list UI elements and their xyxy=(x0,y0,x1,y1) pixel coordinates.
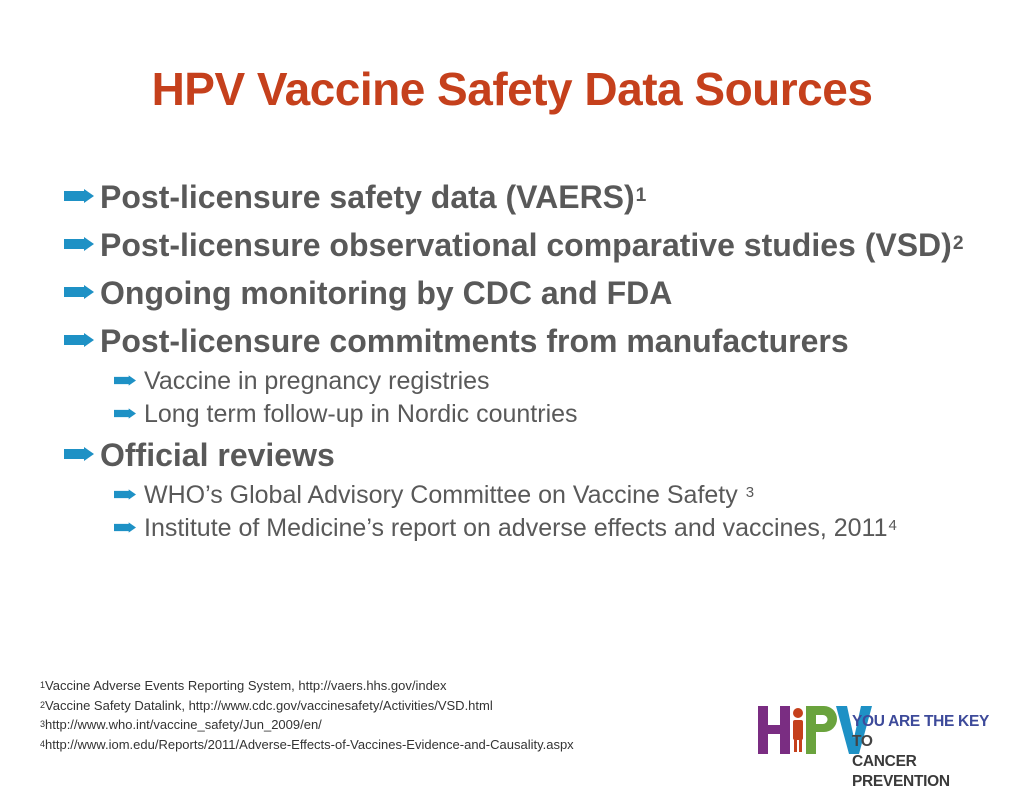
footnote-text: http://www.who.int/vaccine_safety/Jun_2009/en/ xyxy=(45,717,322,732)
footnote-number: 3 xyxy=(40,719,46,729)
sub-bullet-arrow-icon xyxy=(114,408,136,419)
bullet-text: Post-licensure safety data (VAERS) xyxy=(100,179,635,215)
footnote-number: 1 xyxy=(40,680,46,690)
bullet-item xyxy=(64,228,964,263)
bullet-item xyxy=(64,180,964,215)
bullet-text: Ongoing monitoring by CDC and FDA xyxy=(100,275,673,311)
bullet-text: Post-licensure observational comparative studies (VSD) xyxy=(100,227,952,263)
bullet-item xyxy=(64,324,964,359)
footnote xyxy=(40,696,720,716)
sub-bullet-superscript: 4 xyxy=(888,517,897,534)
bullet-text: Official reviews xyxy=(100,437,335,473)
sub-bullet-text: Institute of Medicine’s report on adverse effects and vaccines, 2011 xyxy=(144,514,888,542)
bullet-text: Post-licensure commitments from manufacturers xyxy=(100,323,849,359)
sub-bullet-arrow-icon xyxy=(114,375,136,386)
logo-tagline xyxy=(852,712,1012,792)
bullet-item xyxy=(64,438,964,473)
sub-bullet-item xyxy=(64,513,964,543)
bullet-arrow-icon xyxy=(64,189,94,203)
footnote-text: Vaccine Safety Datalink, http://www.cdc.gov/vaccinesafety/Activities/VSD.html xyxy=(45,697,493,713)
footnote xyxy=(40,676,720,696)
bullet-arrow-icon xyxy=(64,285,94,299)
footnote xyxy=(40,715,720,735)
footnote-number: 4 xyxy=(40,738,46,749)
slide-title: HPV Vaccine Safety Data Sources xyxy=(151,63,873,115)
bullet-arrow-icon xyxy=(64,237,94,251)
sub-bullet-superscript: 3 xyxy=(745,484,755,501)
footnote xyxy=(40,735,720,755)
footnote-text: Vaccine Adverse Events Reporting System, http://vaers.hhs.gov/index xyxy=(45,678,447,693)
tagline-line2: CANCER PREVENTION xyxy=(852,753,950,790)
bullet-item xyxy=(64,276,964,311)
footnotes xyxy=(40,676,720,754)
bullet-superscript: 2 xyxy=(952,233,964,254)
footnote-number: 2 xyxy=(40,699,46,710)
sub-bullet-text: Vaccine in pregnancy registries xyxy=(144,367,490,395)
bullet-superscript: 1 xyxy=(635,185,647,206)
tagline-to: TO xyxy=(852,733,873,750)
sub-bullet-text: WHO’s Global Advisory Committee on Vaccine Safety xyxy=(144,481,745,509)
footnote-text: http://www.iom.edu/Reports/2011/Adverse-Effects-of-Vaccines-Evidence-and-Causality.aspx xyxy=(45,736,574,752)
sub-bullet-item xyxy=(64,399,964,429)
bullet-arrow-icon xyxy=(64,447,94,461)
sub-bullet-text: Long term follow-up in Nordic countries xyxy=(144,400,578,428)
sub-bullet-item xyxy=(64,480,964,510)
sub-bullet-arrow-icon xyxy=(114,489,136,500)
bullet-list xyxy=(64,180,964,552)
bullet-arrow-icon xyxy=(64,333,94,347)
tagline-line1: YOU ARE THE KEY xyxy=(852,713,989,730)
sub-bullet-item xyxy=(64,366,964,396)
sub-bullet-arrow-icon xyxy=(114,522,136,533)
